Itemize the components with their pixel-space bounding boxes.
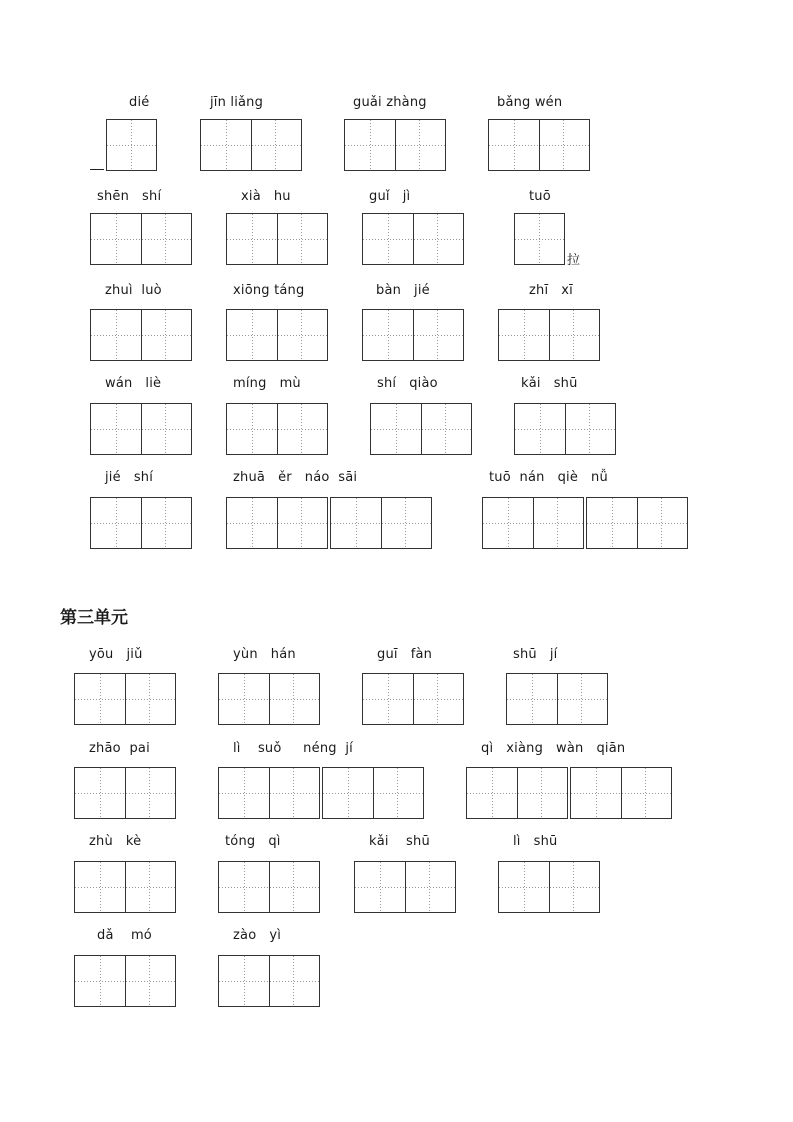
blank-dash (90, 169, 104, 170)
pinyin-label: zhuì luò (105, 283, 162, 298)
writing-grid-2[interactable] (498, 309, 600, 361)
writing-grid-2[interactable] (362, 309, 464, 361)
writing-grid-2[interactable] (74, 955, 176, 1007)
pinyin-label: kǎi shū (369, 834, 430, 849)
writing-grid-2[interactable] (200, 119, 302, 171)
writing-grid-2[interactable] (322, 767, 424, 819)
pinyin-label: tóng qì (225, 834, 281, 849)
pinyin-label: xiōng táng (233, 283, 305, 298)
pinyin-label: xià hu (241, 189, 291, 204)
pinyin-label: zào yì (233, 928, 282, 943)
hint-character: 拉 (567, 253, 581, 268)
writing-grid-2[interactable] (218, 861, 320, 913)
writing-grid-2[interactable] (90, 497, 192, 549)
writing-grid-2[interactable] (218, 955, 320, 1007)
pinyin-label: jié shí (105, 470, 154, 485)
writing-grid-2[interactable] (488, 119, 590, 171)
writing-grid-2[interactable] (466, 767, 568, 819)
pinyin-label: lì shū (513, 834, 558, 849)
writing-grid-1[interactable] (514, 213, 565, 265)
writing-grid-2[interactable] (226, 403, 328, 455)
pinyin-label: shēn shí (97, 189, 162, 204)
pinyin-label: tuō nán qiè nǚ (489, 470, 608, 485)
pinyin-label: kǎi shū (521, 376, 578, 391)
writing-grid-2[interactable] (362, 213, 464, 265)
pinyin-label: tuō (529, 189, 551, 204)
writing-grid-2[interactable] (586, 497, 688, 549)
pinyin-label: bàn jié (376, 283, 430, 298)
writing-grid-2[interactable] (362, 673, 464, 725)
writing-grid-2[interactable] (90, 309, 192, 361)
writing-grid-2[interactable] (330, 497, 432, 549)
pinyin-label: guī fàn (377, 647, 433, 662)
writing-grid-2[interactable] (354, 861, 456, 913)
writing-grid-1[interactable] (106, 119, 157, 171)
pinyin-label: zhuā ěr náo sāi (233, 470, 358, 485)
writing-grid-2[interactable] (90, 403, 192, 455)
pinyin-label: guǐ jì (369, 189, 411, 204)
pinyin-label: dié (129, 95, 150, 110)
pinyin-label: dǎ mó (97, 928, 152, 943)
writing-grid-2[interactable] (370, 403, 472, 455)
pinyin-label: wán liè (105, 376, 162, 391)
writing-grid-2[interactable] (514, 403, 616, 455)
writing-grid-2[interactable] (226, 497, 328, 549)
pinyin-label: zhāo pai (89, 741, 150, 756)
writing-grid-2[interactable] (226, 213, 328, 265)
writing-grid-2[interactable] (74, 861, 176, 913)
writing-grid-2[interactable] (226, 309, 328, 361)
pinyin-label: yùn hán (233, 647, 296, 662)
writing-grid-2[interactable] (506, 673, 608, 725)
writing-grid-2[interactable] (90, 213, 192, 265)
section-heading: 第三单元 (60, 608, 128, 628)
writing-grid-2[interactable] (74, 673, 176, 725)
pinyin-label: guǎi zhàng (353, 95, 427, 110)
pinyin-label: míng mù (233, 376, 301, 391)
writing-grid-2[interactable] (74, 767, 176, 819)
pinyin-label: zhù kè (89, 834, 142, 849)
pinyin-label: shū jí (513, 647, 558, 662)
pinyin-label: zhī xī (529, 283, 573, 298)
pinyin-label: yōu jiǔ (89, 647, 143, 662)
pinyin-label: bǎng wén (497, 95, 563, 110)
pinyin-label: jīn liǎng (210, 95, 264, 110)
pinyin-label: shí qiào (377, 376, 438, 391)
writing-grid-2[interactable] (482, 497, 584, 549)
pinyin-label: lì suǒ néng jí (233, 741, 353, 756)
writing-grid-2[interactable] (498, 861, 600, 913)
writing-grid-2[interactable] (218, 767, 320, 819)
pinyin-label: qì xiàng wàn qiān (481, 741, 626, 756)
writing-grid-2[interactable] (344, 119, 446, 171)
writing-grid-2[interactable] (570, 767, 672, 819)
writing-grid-2[interactable] (218, 673, 320, 725)
